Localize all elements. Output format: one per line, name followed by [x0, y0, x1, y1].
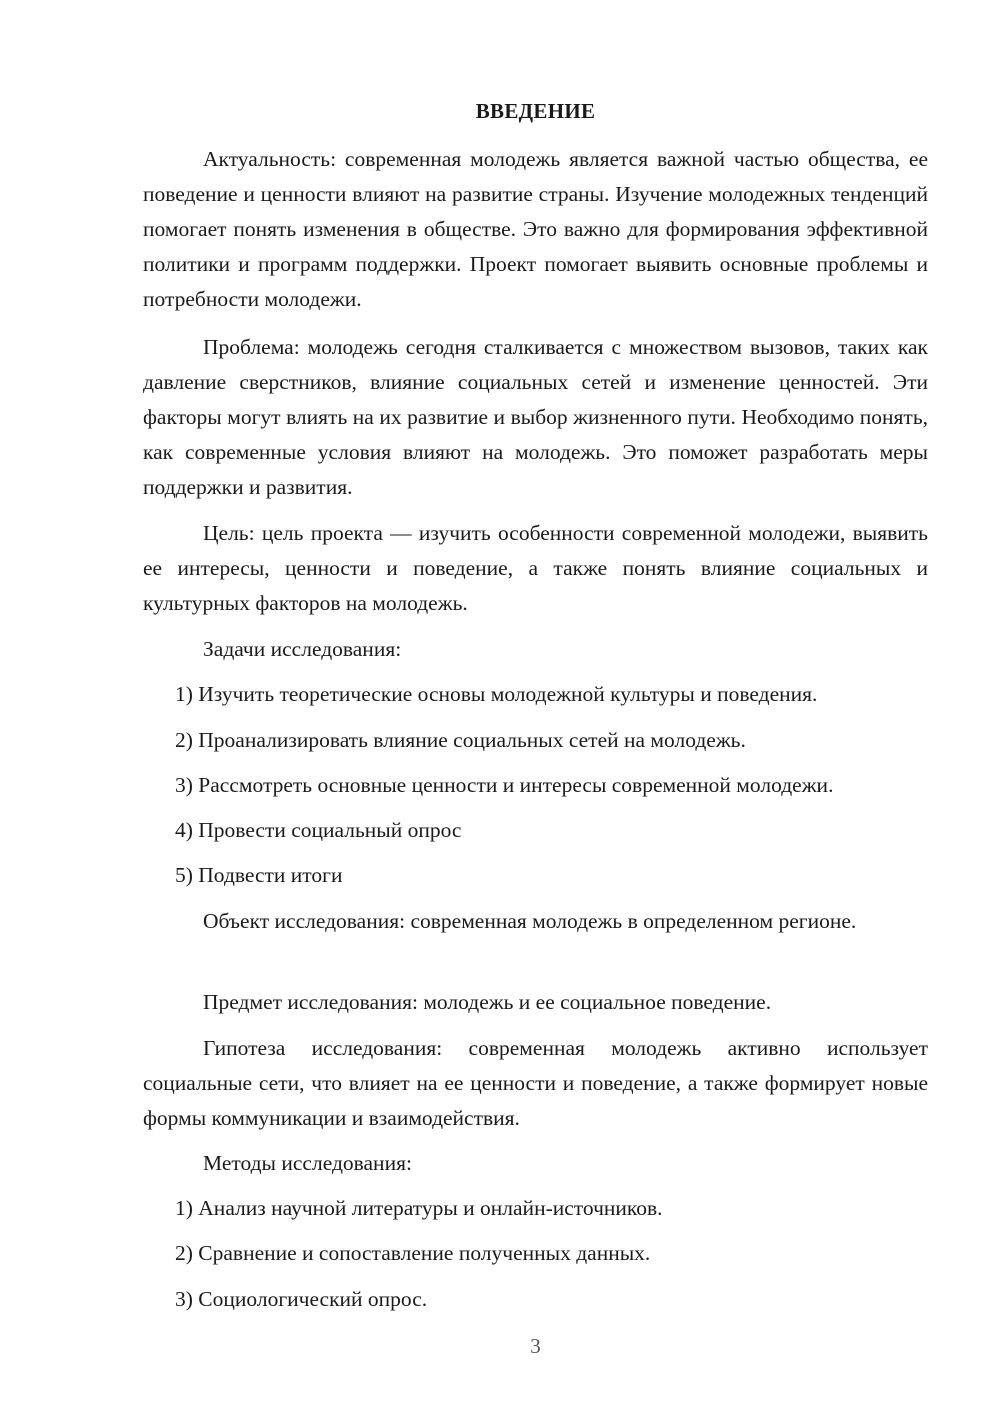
subject-paragraph: Предмет исследования: молодежь и ее социальное поведение.	[203, 990, 772, 1014]
task-item-1: 1) Изучить теоретические основы молодежной культуры и поведения.	[175, 682, 818, 706]
page-number: 3	[530, 1334, 541, 1358]
problem-paragraph: Проблема: молодежь сегодня сталкивается с множеством вызовов, таких как давление сверстников, влияние социальных сетей и изменение ценностей. Эти факторы могут влиять на их развитие и выбор жизненного пути. Необходимо понять, как современные условия влияют на молодежь. Это поможет разработать меры поддержки и развития.	[143, 335, 928, 499]
relevance-paragraph: Актуальность: современная молодежь является важной частью общества, ее поведение и ценности влияют на развитие страны. Изучение молодежных тенденций помогает понять изменения в обществе. Это важно для формирования эффективной политики и программ поддержки. Проект помогает выявить основные проблемы и потребности молодежи.	[143, 147, 928, 311]
section-title: ВВЕДЕНИЕ	[475, 99, 596, 123]
method-item-3: 3) Социологический опрос.	[175, 1287, 428, 1311]
methods-heading: Методы исследования:	[203, 1151, 412, 1175]
task-item-4: 4) Провести социальный опрос	[175, 818, 462, 842]
method-item-1: 1) Анализ научной литературы и онлайн-источников.	[175, 1196, 663, 1220]
document-page	[143, 0, 928, 1414]
hypothesis-paragraph: Гипотеза исследования: современная молодежь активно использует социальные сети, что влияет на ее ценности и поведение, а также формирует новые формы коммуникации и взаимодействия.	[143, 1036, 928, 1130]
method-item-2: 2) Сравнение и сопоставление полученных данных.	[175, 1241, 651, 1265]
task-item-3: 3) Рассмотреть основные ценности и интересы современной молодежи.	[175, 773, 834, 797]
object-paragraph: Объект исследования: современная молодежь в определенном регионе.	[203, 909, 857, 933]
tasks-heading: Задачи исследования:	[203, 637, 402, 661]
task-item-2: 2) Проанализировать влияние социальных сетей на молодежь.	[175, 728, 746, 752]
goal-paragraph: Цель: цель проекта — изучить особенности современной молодежи, выявить ее интересы, ценности и поведение, а также понять влияние социальных и культурных факторов на молодежь.	[143, 521, 928, 615]
task-item-5: 5) Подвести итоги	[175, 863, 343, 887]
